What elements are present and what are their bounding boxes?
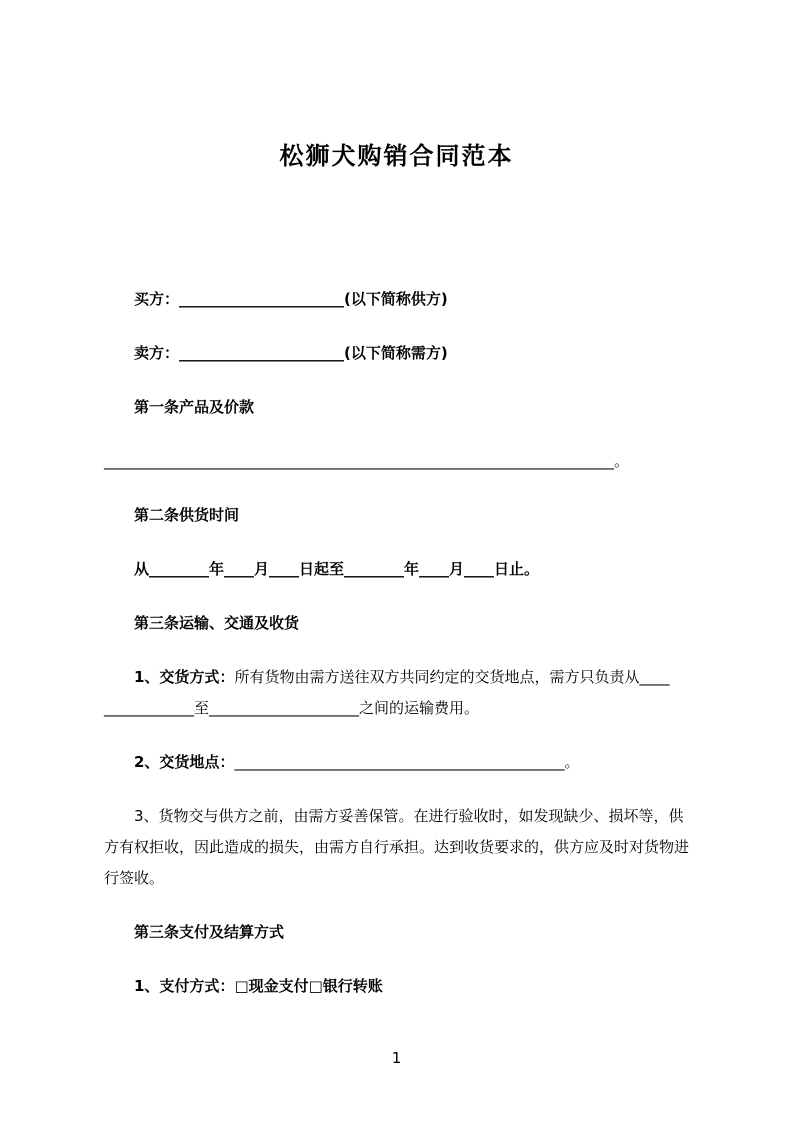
goods-custody-item: 3、货物交与供方之前，由需方妥善保管。在进行验收时，如发现缺少、损坏等，供方有权拒收，因此造成的损失，由需方自行承担。达到收货要求的，供方应及时对货物进行签收。 xyxy=(104,807,690,887)
buyer-line: 买方：______________________(以下简称供方) xyxy=(134,290,448,308)
seller-line: 卖方：______________________(以下简称需方) xyxy=(134,344,448,362)
delivery-method-text-continued: ____________至____________________之间的运输费用。 xyxy=(104,699,480,717)
section3-heading: 第三条运输、交通及收货 xyxy=(134,614,300,632)
payment-method-item: 1、支付方式：□现金支付□银行转账 xyxy=(134,977,383,995)
delivery-place-item xyxy=(104,747,689,778)
delivery-method-label: 1、交货方式： xyxy=(134,668,235,686)
section2-heading: 第二条供货时间 xyxy=(134,506,240,524)
page-number: 1 xyxy=(391,1049,402,1067)
delivery-method-text: 所有货物由需方送往双方共同约定的交货地点，需方只负责从____ xyxy=(234,668,670,686)
delivery-place-blank: ____________________________________________。 xyxy=(234,753,580,771)
section4-heading: 第三条支付及结算方式 xyxy=(134,923,285,941)
section1-heading: 第一条产品及价款 xyxy=(134,398,255,416)
supply-period-line: 从________年____月____日起至________年____月____日止。 xyxy=(134,560,540,578)
section1-blank-line: ____________________________________________________________________。 xyxy=(104,452,630,470)
delivery-place-label: 2、交货地点： xyxy=(134,753,235,771)
delivery-method-item xyxy=(104,662,689,724)
document-title: 松狮犬购销合同范本 xyxy=(279,142,514,170)
